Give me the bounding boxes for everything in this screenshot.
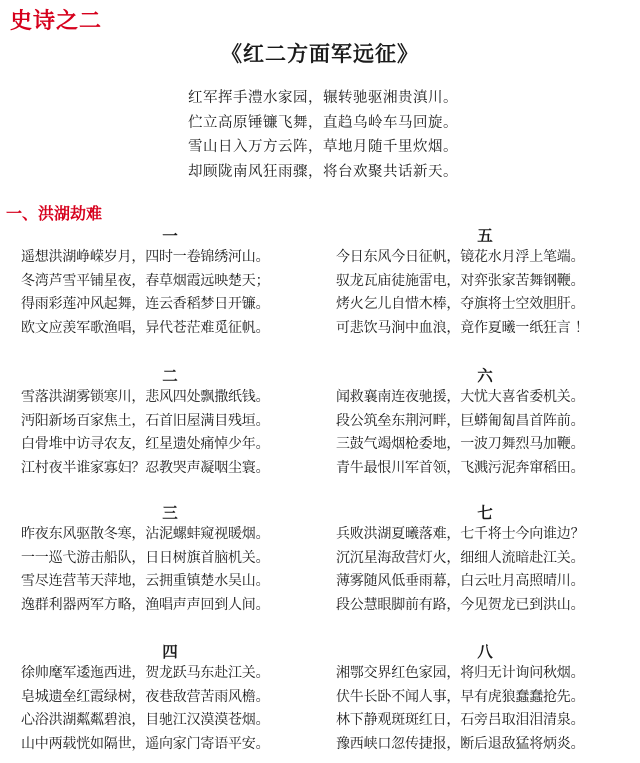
stanza-number: 七 — [477, 504, 493, 522]
stanza-line: 欧文应羡军歌渔唱，异代苍茫难觅征帆。 — [21, 319, 270, 336]
stanza-line: 豫西峡口忽传捷报，断后退敌猛将炳炎。 — [336, 735, 585, 752]
stanza — [21, 366, 319, 480]
stanza-line: 遥想洪湖峥嵘岁月，四时一卷锦绣河山。 — [21, 249, 270, 265]
stanza-number: 八 — [477, 643, 493, 661]
preface-line: 伫立高原锤镰飞舞，直趋乌岭车马回旋。 — [188, 114, 458, 131]
stanza-line: 伏牛长卧不闻人事，早有虎狼蠢蠢抢先。 — [336, 688, 585, 705]
section-heading: 一、洪湖劫难 — [6, 204, 103, 223]
stanza-line: 林下静观斑斑红日，石旁吕取泪泪清泉。 — [336, 712, 585, 728]
stanza-line: 得雨彩莲冲风起舞，连云香稻梦日开镰。 — [21, 296, 270, 312]
poem-title: 《红二方面军远征》 — [221, 41, 419, 66]
preface-line: 雪山日入万方云阵，草地月随千里炊烟。 — [188, 139, 458, 155]
stanza-line: 皂城遗垒红霞绿树，夜巷敌营苦雨风檐。 — [21, 688, 270, 705]
stanza-line: 昨夜东风驱散冬寒，沾泥螺蚌窥视暖烟。 — [21, 526, 270, 542]
page-label: 史诗之二 — [10, 8, 103, 34]
stanza-line: 沔阳新场百家焦土，石首旧屋满目残垣。 — [21, 412, 270, 429]
stanza-line: 逸群利器两军方略，渔唱声声回到人间。 — [21, 596, 270, 613]
stanza-line: 一一巡弋游击船队，日日树旗首脑机关。 — [21, 549, 270, 566]
stanza-line: 湘鄂交界红色家园，将归无计询问秋烟。 — [336, 665, 585, 681]
stanza-line: 可悲饮马涧中血浪，竟作夏曦一纸狂言 ！ — [336, 319, 589, 336]
stanza-line: 心浴洪湖粼粼碧浪，目驰江汉漠漠苍烟。 — [21, 712, 270, 728]
stanza-line: 段公筑垒东荆河畔，巨蟒匍匐昌首阵前。 — [336, 412, 585, 429]
stanza — [336, 642, 634, 756]
stanza — [336, 503, 634, 617]
stanza-line: 冬湾芦雪平铺星夜，春草烟霞远映楚天； — [21, 272, 270, 289]
stanza-line: 烤火乞儿自惜木棒，夺旗将士空效胆肝。 — [336, 296, 585, 312]
stanza-line: 雪尽连营苇天萍地，云拥重镇楚水吴山。 — [21, 573, 270, 589]
stanza-line: 沉沉星海敌营灯火，细细人流暗赴江关。 — [336, 549, 585, 566]
stanza-line: 驭龙瓦庙徒施雷电，对弈张家苦舞钢鞭。 — [336, 272, 585, 289]
stanza-line: 兵败洪湖夏曦落难，七千将士今向谁边？ — [336, 526, 585, 542]
stanza-line: 段公慧眼脚前有路，今见贺龙已到洪山。 — [336, 596, 585, 613]
stanza-line: 薄雾随风低垂雨幕，白云吐月高照晴川。 — [336, 573, 585, 589]
stanza — [21, 226, 319, 340]
preface-line: 却顾陇南风狂雨骤，将台欢聚共话新天。 — [188, 163, 458, 180]
stanza — [336, 366, 634, 480]
stanza — [21, 642, 319, 756]
stanza-number: 二 — [162, 367, 178, 385]
stanza-line: 雪落洪湖雾锁寒川，悲风四处飘撒纸钱。 — [21, 389, 270, 405]
stanza — [336, 226, 634, 340]
stanza-number: 一 — [162, 227, 178, 245]
stanza-number: 三 — [162, 504, 178, 522]
preface-line: 红军挥手澧水家园，辗转驰驱湘贵滇川。 — [188, 90, 458, 106]
stanza-line: 青牛最恨川军首领，飞溅污泥奔窜稻田。 — [336, 459, 585, 476]
stanza-line: 白骨堆中访寻农友，红星遗处痛悼少年。 — [21, 436, 270, 452]
stanza-number: 四 — [162, 643, 178, 661]
stanza-number: 五 — [477, 227, 493, 245]
stanza-line: 山中两载恍如隔世，遥向家门寄语平安。 — [21, 735, 270, 752]
stanza-line: 闻救襄南连夜驰援，大忧大喜省委机关。 — [336, 389, 585, 405]
stanza-line: 三鼓气竭烟枪委地，一波刀舞烈马加鞭。 — [336, 436, 585, 452]
poem-preface — [188, 86, 488, 184]
stanza-line: 今日东风今日征帆，镜花水月浮上笔端。 — [336, 249, 585, 265]
stanza — [21, 503, 319, 617]
stanza-number: 六 — [477, 367, 493, 385]
stanza-line: 徐帅麾军逶迤西进，贺龙跃马东赴江关。 — [21, 665, 270, 681]
stanza-line: 江村夜半谁家寡妇？忍教哭声凝咽尘寰。 — [21, 459, 270, 476]
